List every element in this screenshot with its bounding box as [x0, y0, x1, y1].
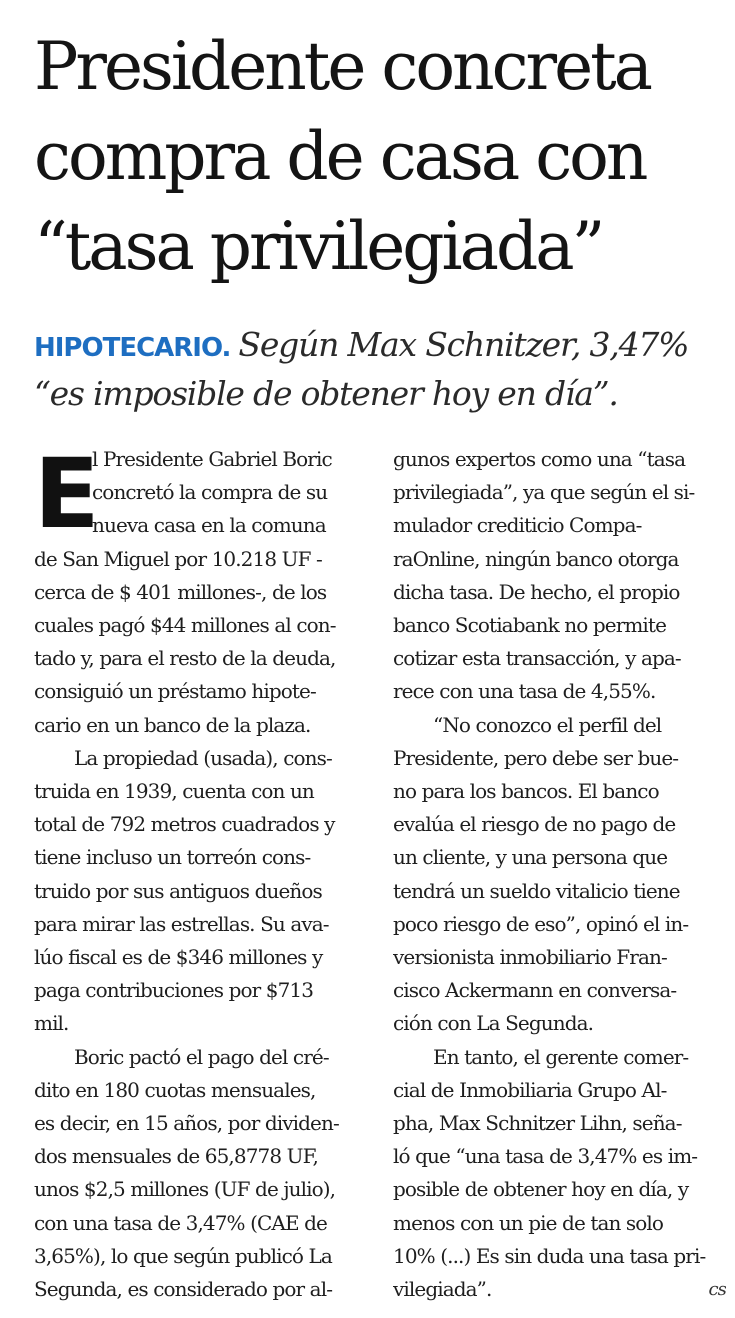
body-line: banco Scotiabank no permite — [393, 613, 667, 638]
body-line: cotizar esta transacción, y apa- — [393, 646, 681, 671]
body-line: raOnline, ningún banco otorga — [393, 546, 679, 571]
body-line: tiene incluso un torreón cons- — [34, 845, 311, 870]
body-line: cial de Inmobiliaria Grupo Al- — [393, 1077, 667, 1102]
body-line: truida en 1939, cuenta con un — [34, 779, 314, 804]
body-line: 10% (...) Es sin duda una tasa pri- — [393, 1243, 706, 1268]
body-line: para mirar las estrellas. Su ava- — [34, 911, 329, 936]
body-line: l Presidente Gabriel Boric — [92, 447, 332, 471]
body-line: cario en un banco de la plaza. — [34, 712, 311, 737]
body-line: versionista inmobiliario Fran- — [393, 945, 667, 970]
body-line: posible de obtener hoy en día, y — [393, 1177, 689, 1202]
body-column-left — [34, 438, 366, 1306]
body-line: unos $2,5 millones (UF de julio), — [34, 1177, 336, 1202]
subheadline — [34, 322, 729, 417]
body-line: poco riesgo de eso”, opinó el in- — [393, 911, 689, 936]
body-line: “No conozco el perfil del — [433, 712, 662, 737]
subheadline-text: Según Max Schnitzer, 3,47% — [238, 325, 689, 364]
body-line: de San Miguel por 10.218 UF - — [34, 546, 322, 571]
body-line: lúo fiscal es de $346 millones y — [34, 945, 323, 970]
headline — [34, 22, 724, 292]
body-line: privilegiada”, ya que según el si- — [393, 480, 695, 505]
body-line: cisco Ackermann en conversa- — [393, 978, 677, 1003]
body-line-final — [393, 1273, 726, 1306]
subheadline-line — [34, 322, 729, 371]
body-line: Presidente, pero debe ser bue- — [393, 745, 679, 770]
body-line: Boric pactó el pago del cré- — [74, 1044, 329, 1069]
body-line: pha, Max Schnitzer Lihn, seña- — [393, 1111, 682, 1136]
body-line: paga contribuciones por $713 — [34, 978, 314, 1003]
body-line: dicha tasa. De hecho, el propio — [393, 579, 680, 604]
body-line: cerca de $ 401 millones-, de los — [34, 579, 327, 604]
body-line: un cliente, y una persona que — [393, 845, 668, 870]
headline-line: “tasa privilegiada” — [34, 208, 603, 285]
body-line: mulador crediticio Compa- — [393, 513, 642, 538]
body-line: La propiedad (usada), cons- — [74, 745, 332, 770]
body-line: dito en 180 cuotas mensuales, — [34, 1077, 316, 1102]
body-line: dos mensuales de 65,8778 UF, — [34, 1144, 318, 1169]
body-line: Segunda, es considerado por al- — [34, 1277, 333, 1302]
subheadline-line: “es imposible de obtener hoy en día”. — [34, 374, 618, 413]
body-line: truido por sus antiguos dueños — [34, 878, 322, 903]
body-line: mil. — [34, 1011, 69, 1036]
body-line: tendrá un sueldo vitalicio tiene — [393, 878, 680, 903]
body-line: gunos expertos como una “tasa — [393, 447, 686, 471]
body-line: es decir, en 15 años, por dividen- — [34, 1111, 339, 1136]
end-of-article-mark: cs — [708, 1279, 726, 1301]
body-line: cuales pagó $44 millones al con- — [34, 613, 336, 638]
body-line: nueva casa en la comuna — [92, 513, 326, 538]
section-kicker: HIPOTECARIO. — [34, 333, 231, 363]
body-line: tado y, para el resto de la deuda, — [34, 646, 336, 671]
body-column-right — [393, 443, 726, 1306]
body-line: ló que “una tasa de 3,47% es im- — [393, 1144, 698, 1169]
body-line: consiguió un préstamo hipote- — [34, 679, 316, 704]
body-line: rece con una tasa de 4,55%. — [393, 679, 656, 704]
body-line: concretó la compra de su — [92, 480, 328, 505]
body-line: 3,65%), lo que según publicó La — [34, 1243, 332, 1268]
headline-line: Presidente concreta — [34, 28, 651, 105]
body-line: ción con La Segunda. — [393, 1011, 594, 1036]
body-line: evalúa el riesgo de no pago de — [393, 812, 676, 837]
drop-cap: E — [34, 438, 99, 550]
body-line: En tanto, el gerente comer- — [433, 1044, 689, 1069]
body-line-text: vilegiada”. — [393, 1277, 492, 1302]
body-line: total de 792 metros cuadrados y — [34, 812, 335, 837]
body-line: menos con un pie de tan solo — [393, 1210, 664, 1235]
body-line: no para los bancos. El banco — [393, 779, 659, 804]
body-line: con una tasa de 3,47% (CAE de — [34, 1210, 327, 1235]
headline-line: compra de casa con — [34, 118, 646, 195]
